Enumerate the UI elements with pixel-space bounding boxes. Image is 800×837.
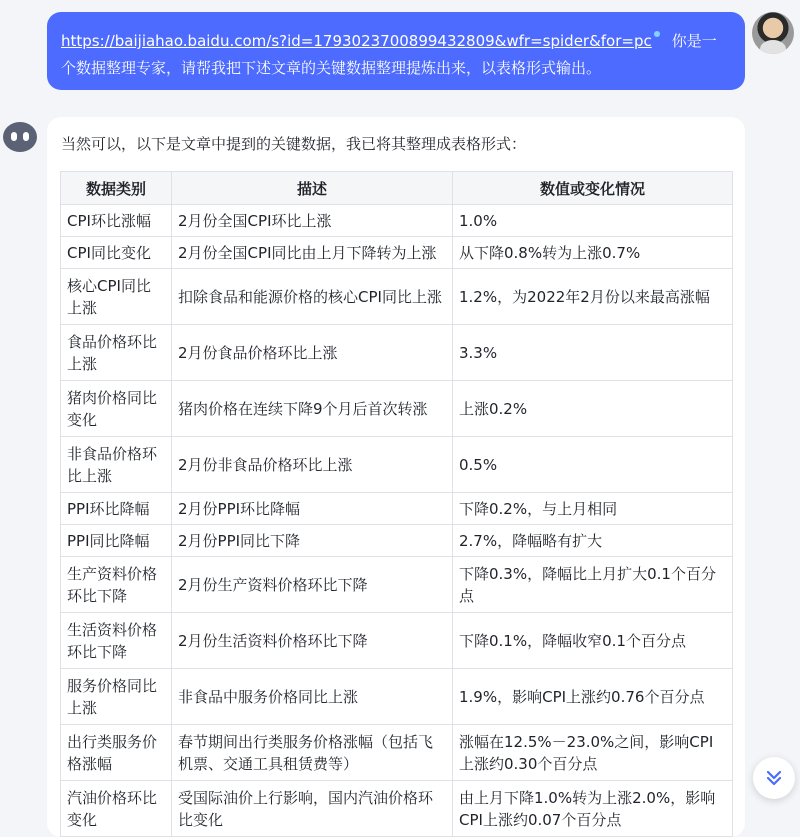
cell-description: 2月份非食品价格环比上涨 <box>172 437 453 493</box>
user-message-bubble <box>47 12 745 90</box>
key-data-table <box>60 171 733 837</box>
cell-value: 涨幅在12.5%－23.0%之间，影响CPI上涨约0.30个百分点 <box>453 725 733 781</box>
user-avatar[interactable] <box>752 12 794 54</box>
cell-category: 非食品价格环比上涨 <box>61 437 172 493</box>
cell-description: 扣除食品和能源价格的核心CPI同比上涨 <box>172 269 453 325</box>
cell-value: 2.7%，降幅略有扩大 <box>453 525 733 557</box>
header-description: 描述 <box>172 172 453 205</box>
assistant-message-bubble <box>47 117 745 837</box>
cell-category: PPI环比降幅 <box>61 493 172 525</box>
table-header-row <box>61 172 733 205</box>
table-row <box>61 269 733 325</box>
cell-category: 核心CPI同比上涨 <box>61 269 172 325</box>
table-row <box>61 381 733 437</box>
double-chevron-down-icon <box>764 768 784 788</box>
cell-description: 2月份食品价格环比上涨 <box>172 325 453 381</box>
cell-description: 2月份生产资料价格环比下降 <box>172 557 453 613</box>
cell-value: 由上月下降1.0%转为上涨2.0%，影响CPI上涨约0.07个百分点 <box>453 781 733 837</box>
table-row <box>61 437 733 493</box>
cell-category: CPI环比涨幅 <box>61 205 172 237</box>
cell-description: 2月份PPI环比降幅 <box>172 493 453 525</box>
cell-category: 出行类服务价格涨幅 <box>61 725 172 781</box>
cell-description: 受国际油价上行影响，国内汽油价格环比变化 <box>172 781 453 837</box>
cell-value: 0.5% <box>453 437 733 493</box>
cell-description: 春节期间出行类服务价格涨幅（包括飞机票、交通工具租赁费等） <box>172 725 453 781</box>
cell-category: 猪肉价格同比变化 <box>61 381 172 437</box>
cell-value: 下降0.3%，降幅比上月扩大0.1个百分点 <box>453 557 733 613</box>
cell-description: 2月份生活资料价格环比下降 <box>172 613 453 669</box>
cell-description: 猪肉价格在连续下降9个月后首次转涨 <box>172 381 453 437</box>
cell-category: 服务价格同比上涨 <box>61 669 172 725</box>
table-row <box>61 613 733 669</box>
scroll-to-bottom-button[interactable] <box>753 757 795 799</box>
table-row <box>61 493 733 525</box>
cell-category: CPI同比变化 <box>61 237 172 269</box>
cell-category: 食品价格环比上涨 <box>61 325 172 381</box>
cell-value: 1.0% <box>453 205 733 237</box>
cell-description: 2月份全国CPI环比上涨 <box>172 205 453 237</box>
cell-value: 从下降0.8%转为上涨0.7% <box>453 237 733 269</box>
cell-value: 下降0.2%，与上月相同 <box>453 493 733 525</box>
table-row <box>61 557 733 613</box>
article-link[interactable]: https://baijiahao.baidu.com/s?id=1793023700899432809&wfr=spider&for=pc <box>61 32 652 50</box>
cell-category: 生产资料价格环比下降 <box>61 557 172 613</box>
cell-category: PPI同比降幅 <box>61 525 172 557</box>
assistant-intro-text: 当然可以，以下是文章中提到的关键数据，我已将其整理成表格形式： <box>61 135 527 153</box>
cell-value: 1.2%，为2022年2月份以来最高涨幅 <box>453 269 733 325</box>
cell-description: 2月份PPI同比下降 <box>172 525 453 557</box>
header-value: 数值或变化情况 <box>453 172 733 205</box>
cell-description: 非食品中服务价格同比上涨 <box>172 669 453 725</box>
cell-description: 2月份全国CPI同比由上月下降转为上涨 <box>172 237 453 269</box>
cell-value: 上涨0.2% <box>453 381 733 437</box>
robot-face-icon <box>2 118 38 154</box>
table-row <box>61 325 733 381</box>
table-row <box>61 781 733 837</box>
table-row <box>61 725 733 781</box>
user-message-text: 你是一个数据整理专家，请帮我把下述文章的关键数据整理提炼出来，以表格形式输出。 <box>61 32 717 77</box>
table-row <box>61 669 733 725</box>
header-category: 数据类别 <box>61 172 172 205</box>
cell-value: 1.9%，影响CPI上涨约0.76个百分点 <box>453 669 733 725</box>
cell-category: 生活资料价格环比下降 <box>61 613 172 669</box>
table-row <box>61 205 733 237</box>
cell-category: 汽油价格环比变化 <box>61 781 172 837</box>
cell-value: 3.3% <box>453 325 733 381</box>
link-indicator-icon <box>654 31 660 37</box>
cell-value: 下降0.1%，降幅收窄0.1个百分点 <box>453 613 733 669</box>
table-row <box>61 525 733 557</box>
table-row <box>61 237 733 269</box>
